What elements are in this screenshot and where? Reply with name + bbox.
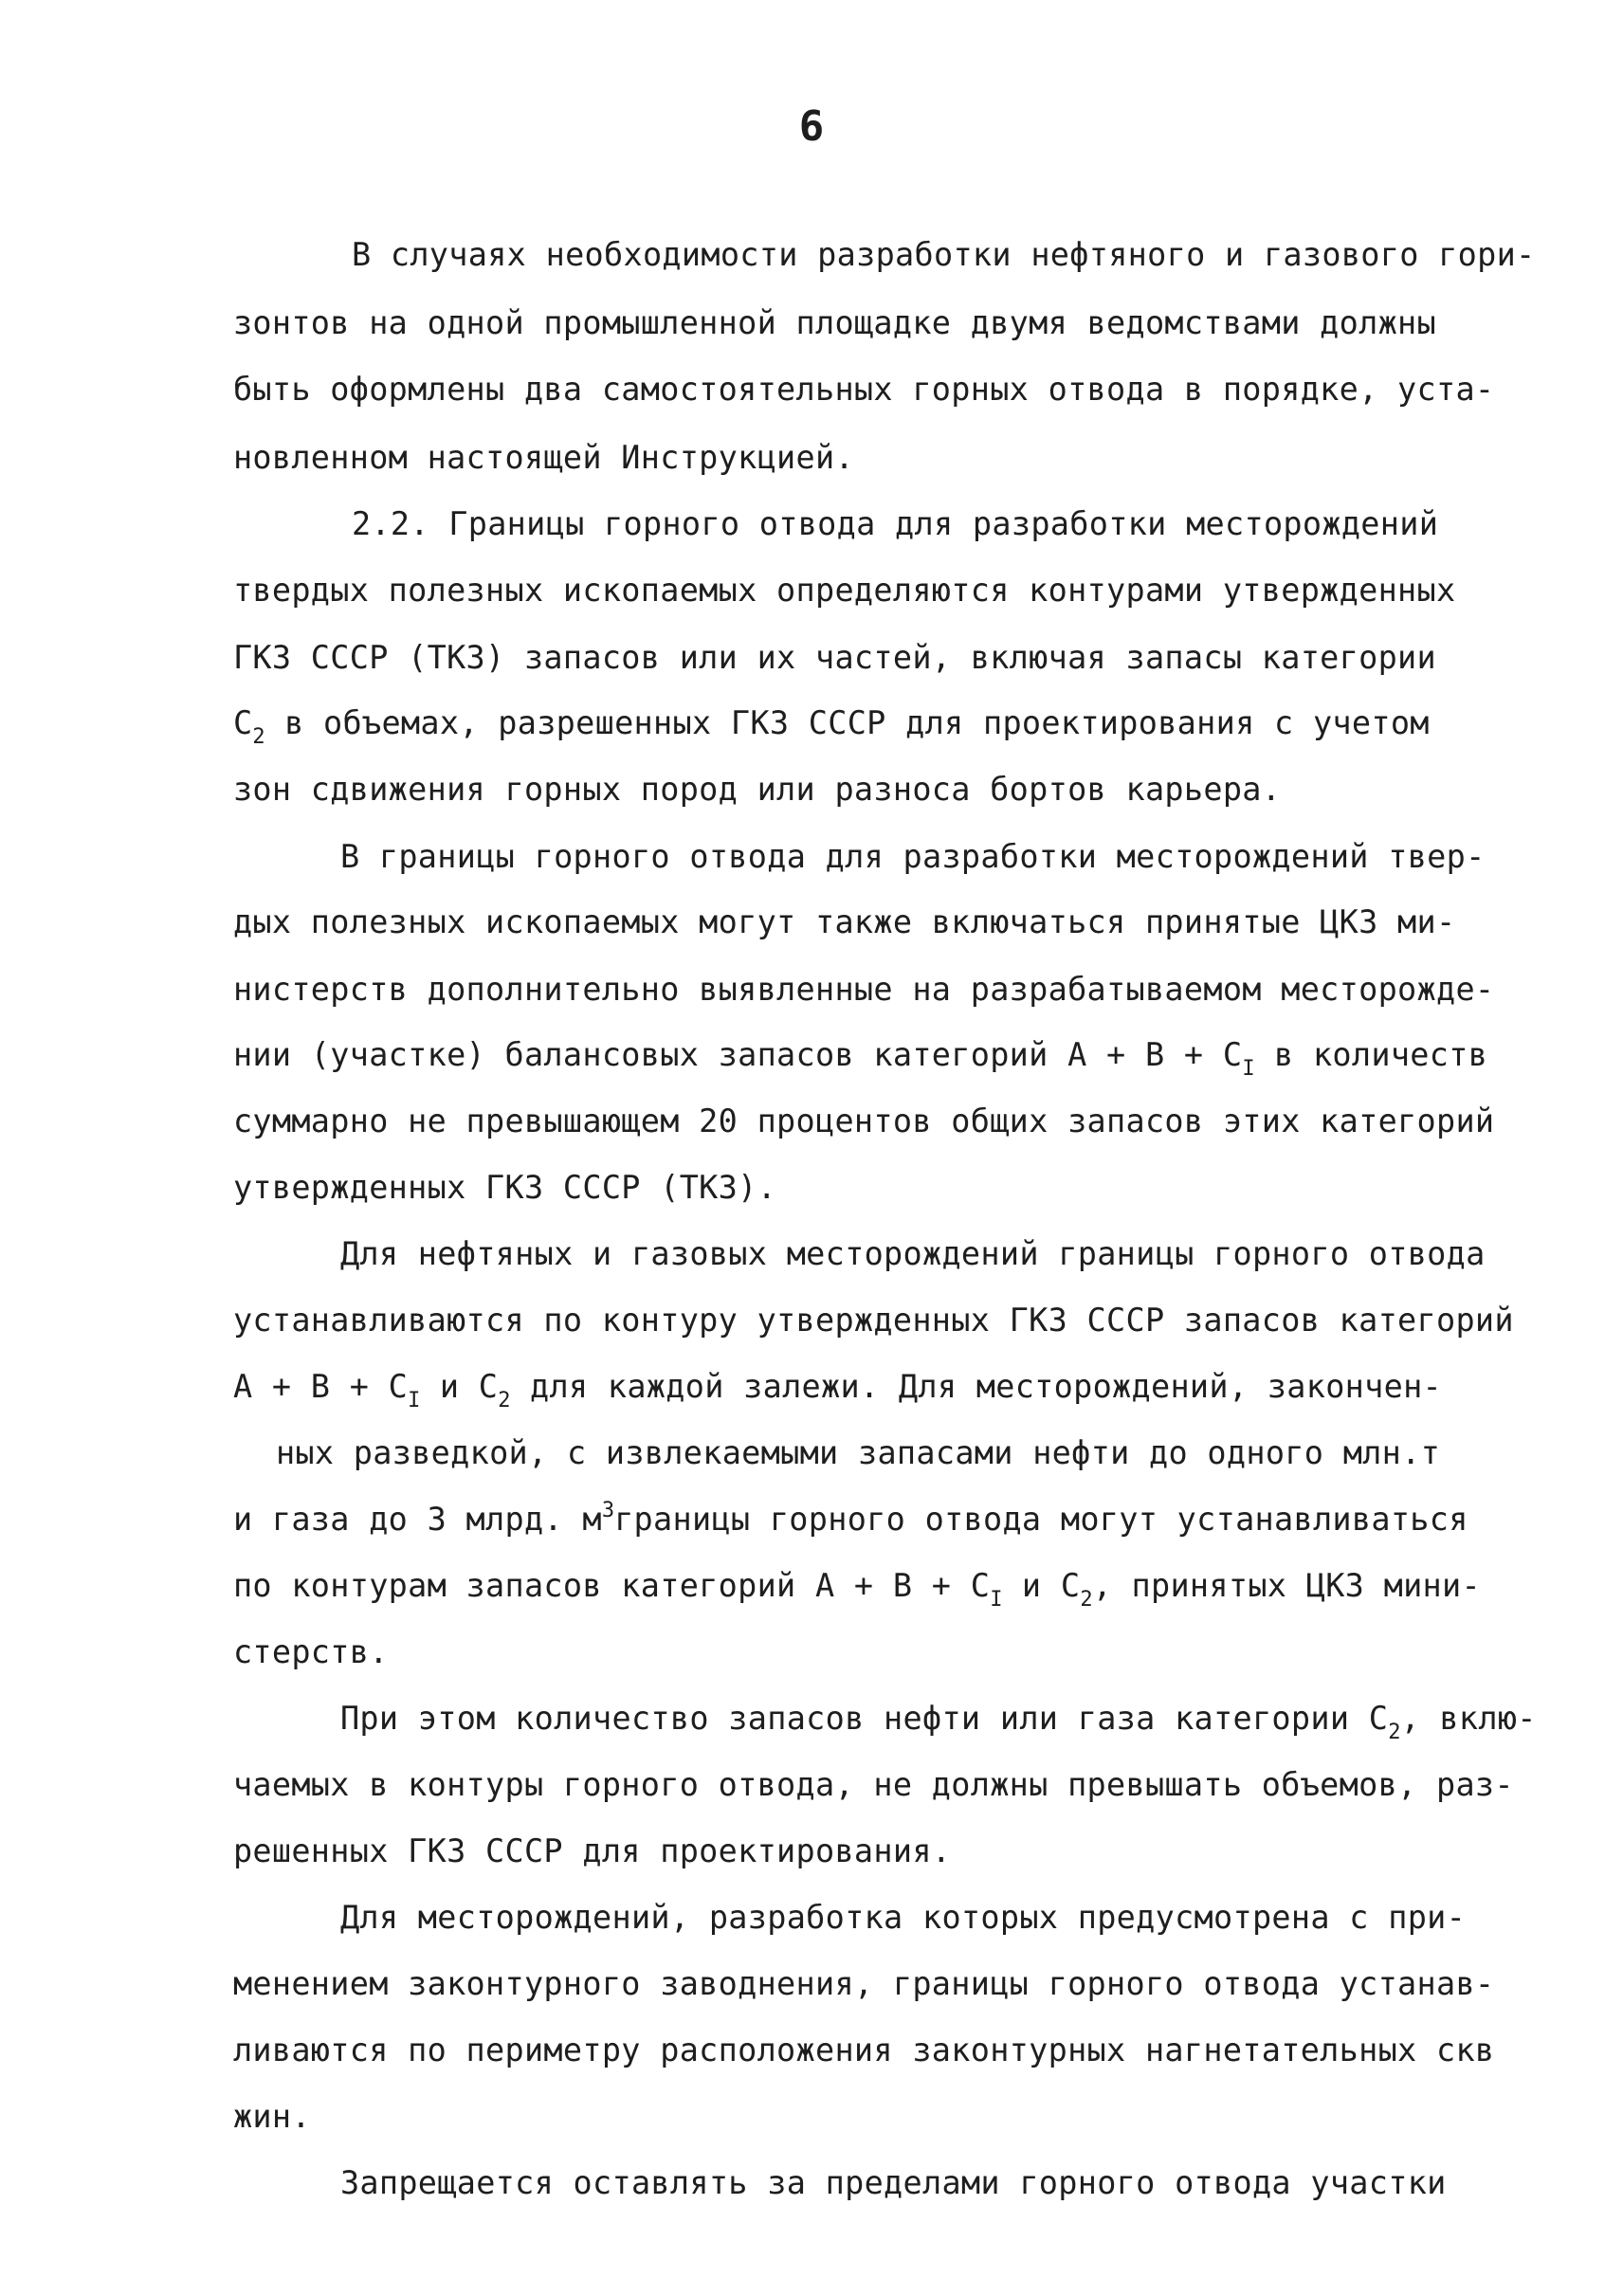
text-line: ливаются по периметру расположения законтурных нагнетательных скв (232, 2031, 1495, 2068)
text-line: новленном настоящей Инструкцией. (232, 438, 854, 476)
text-line: по контурам запасов категорий $A + B + C_I$ и $C_2$, принятых ЦКЗ мини- (232, 1566, 1481, 1612)
text-line: нии (участке) балансовых запасов категорий $A + B + C_I$ в количеств (232, 1035, 1488, 1081)
text-line: В случаях необходимости разработки нефтяного и газового гори- (351, 235, 1536, 273)
text-line: решенных ГКЗ СССР для проектирования. (232, 1831, 952, 1869)
text-line: ных разведкой, с извлекаемыми запасами нефти до одного млн.т (275, 1433, 1441, 1471)
text-line: Для нефтяных и газовых месторождений границы горного отвода (339, 1234, 1486, 1272)
text-line: утвержденных ГКЗ СССР (ТКЗ). (232, 1168, 777, 1206)
text-line: твердых полезных ископаемых определяются контурами утвержденных (232, 571, 1456, 609)
text-line: ГКЗ СССР (ТКЗ) запасов или их частей, включая запасы категории (232, 638, 1436, 676)
text-line: устанавливаются по контуру утвержденных ГКЗ СССР запасов категорий (232, 1301, 1514, 1339)
page-number: 6 (798, 102, 825, 151)
text-line: зонтов на одной промышленной площадке двумя ведомствами должны (232, 303, 1436, 341)
text-line: $C_2$ в объемах, разрешенных ГКЗ СССР для проектирования с учетом (232, 703, 1430, 749)
text-line: чаемых в контуры горного отвода, не должны превышать объемов, раз- (232, 1765, 1514, 1803)
text-line: В границы горного отвода для разработки месторождений твер- (339, 837, 1486, 875)
text-line: зон сдвижения горных пород или разноса бортов карьера. (232, 770, 1282, 808)
text-line: $A + B + C_I$ и $C_2$ для каждой залежи. Для месторождений, закончен- (232, 1367, 1443, 1412)
text-line: жин. (232, 2097, 311, 2135)
text-line: стерств. (232, 1632, 389, 1670)
text-line: Запрещается оставлять за пределами горного отвода участки (339, 2163, 1447, 2201)
text-line: менением законтурного заводнения, границы горного отвода устанав- (232, 1964, 1495, 2002)
text-line: 2.2. Границы горного отвода для разработки месторождений (351, 504, 1439, 542)
text-line: быть оформлены два самостоятельных горных отвода в порядке, уста- (232, 370, 1495, 408)
text-line: При этом количество запасов нефти или газа категории $C_2$, вклю- (339, 1699, 1537, 1744)
text-line: нистерств дополнительно выявленные на разрабатываемом месторожде- (232, 970, 1495, 1008)
text-line: дых полезных ископаемых могут также включаться принятые ЦКЗ ми- (232, 902, 1456, 940)
text-line: суммарно не превышающем 20 процентов общих запасов этих категорий (232, 1102, 1495, 1139)
text-line: и газа до 3 млрд. $м^3границы$ горного отвода могут устанавливаться (232, 1498, 1468, 1538)
text-line: Для месторождений, разработка которых предусмотрена с при- (339, 1898, 1467, 1936)
